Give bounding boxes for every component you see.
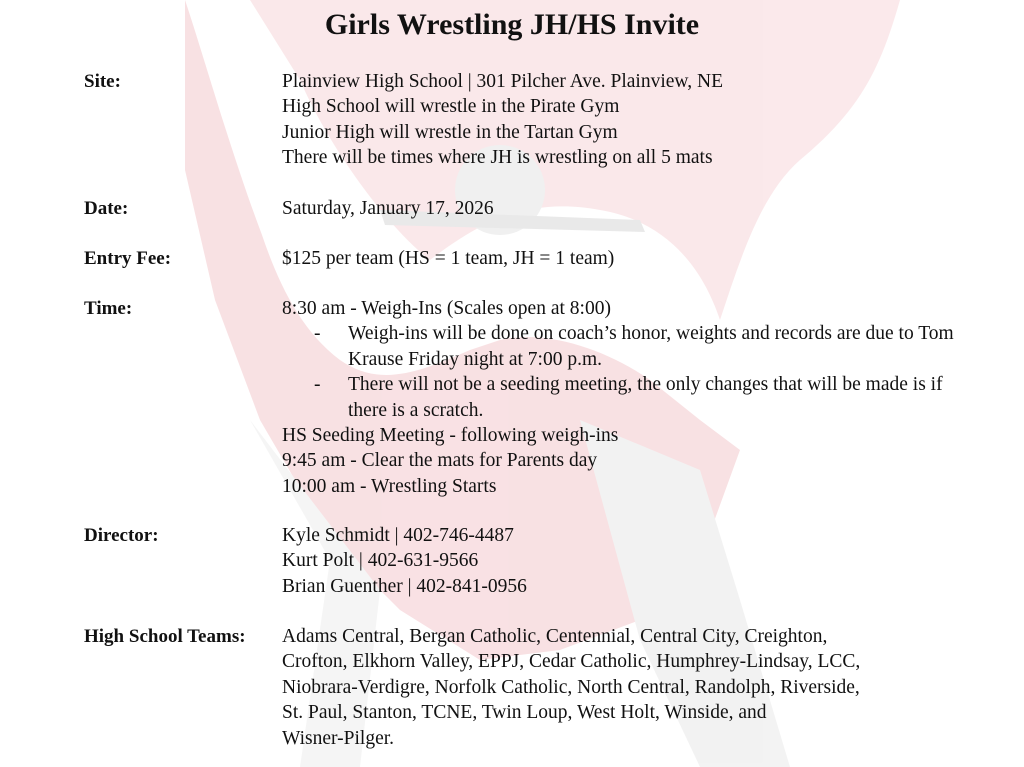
time-note: Weigh-ins will be done on coach’s honor, weights and records are due to Tom Krause Friday night at 7:00 p.m. [348, 323, 954, 370]
site-details [282, 69, 723, 171]
teams-label: High School Teams: [84, 626, 246, 647]
director-label: Director: [84, 525, 159, 546]
entry-fee-value: $125 per team (HS = 1 team, JH = 1 team) [282, 248, 615, 269]
time-schedule [282, 296, 968, 499]
weigh-in-time: 8:30 am - Weigh-Ins (Scales open at 8:00) [282, 298, 611, 319]
teams-line: Adams Central, Bergan Catholic, Centennial, Central City, Creighton, [282, 626, 828, 647]
entry-fee-label: Entry Fee: [84, 248, 172, 269]
site-line: Plainview High School | 301 Pilcher Ave. Plainview, NE [282, 71, 723, 92]
bullet-dash: - [314, 323, 321, 345]
director-contact: Kyle Schmidt | 402-746-4487 [282, 525, 514, 546]
schedule-line: 10:00 am - Wrestling Starts [282, 475, 497, 497]
site-label: Site: [84, 71, 121, 92]
director-contact: Brian Guenther | 402-841-0956 [282, 575, 527, 597]
date-label: Date: [84, 198, 129, 219]
teams-line: Crofton, Elkhorn Valley, EPPJ, Cedar Catholic, Humphrey-Lindsay, LCC, [282, 651, 861, 673]
time-notes-list [282, 321, 968, 423]
schedule-line: 9:45 am - Clear the mats for Parents day [282, 450, 598, 472]
time-note: There will not be a seeding meeting, the only changes that will be made is if there is a scratch. [348, 374, 943, 421]
site-line: Junior High will wrestle in the Tartan Gym [282, 121, 618, 143]
site-line: There will be times where JH is wrestling on all 5 mats [282, 147, 713, 169]
date-value: Saturday, January 17, 2026 [282, 198, 494, 219]
teams-line: Wisner-Pilger. [282, 727, 395, 749]
list-item [282, 372, 968, 423]
site-line: High School will wrestle in the Pirate Gym [282, 96, 620, 118]
director-list [282, 523, 527, 599]
schedule-line: HS Seeding Meeting - following weigh-ins [282, 425, 619, 447]
time-label: Time: [84, 298, 133, 319]
teams-line: Niobrara-Verdigre, Norfolk Catholic, North Central, Randolph, Riverside, [282, 676, 860, 698]
director-contact: Kurt Polt | 402-631-9566 [282, 550, 479, 572]
list-item [282, 321, 968, 372]
teams-line: St. Paul, Stanton, TCNE, Twin Loup, West Holt, Winside, and [282, 702, 767, 724]
teams-list [282, 624, 982, 751]
bullet-dash: - [314, 374, 321, 396]
document-title: Girls Wrestling JH/HS Invite [324, 8, 700, 41]
